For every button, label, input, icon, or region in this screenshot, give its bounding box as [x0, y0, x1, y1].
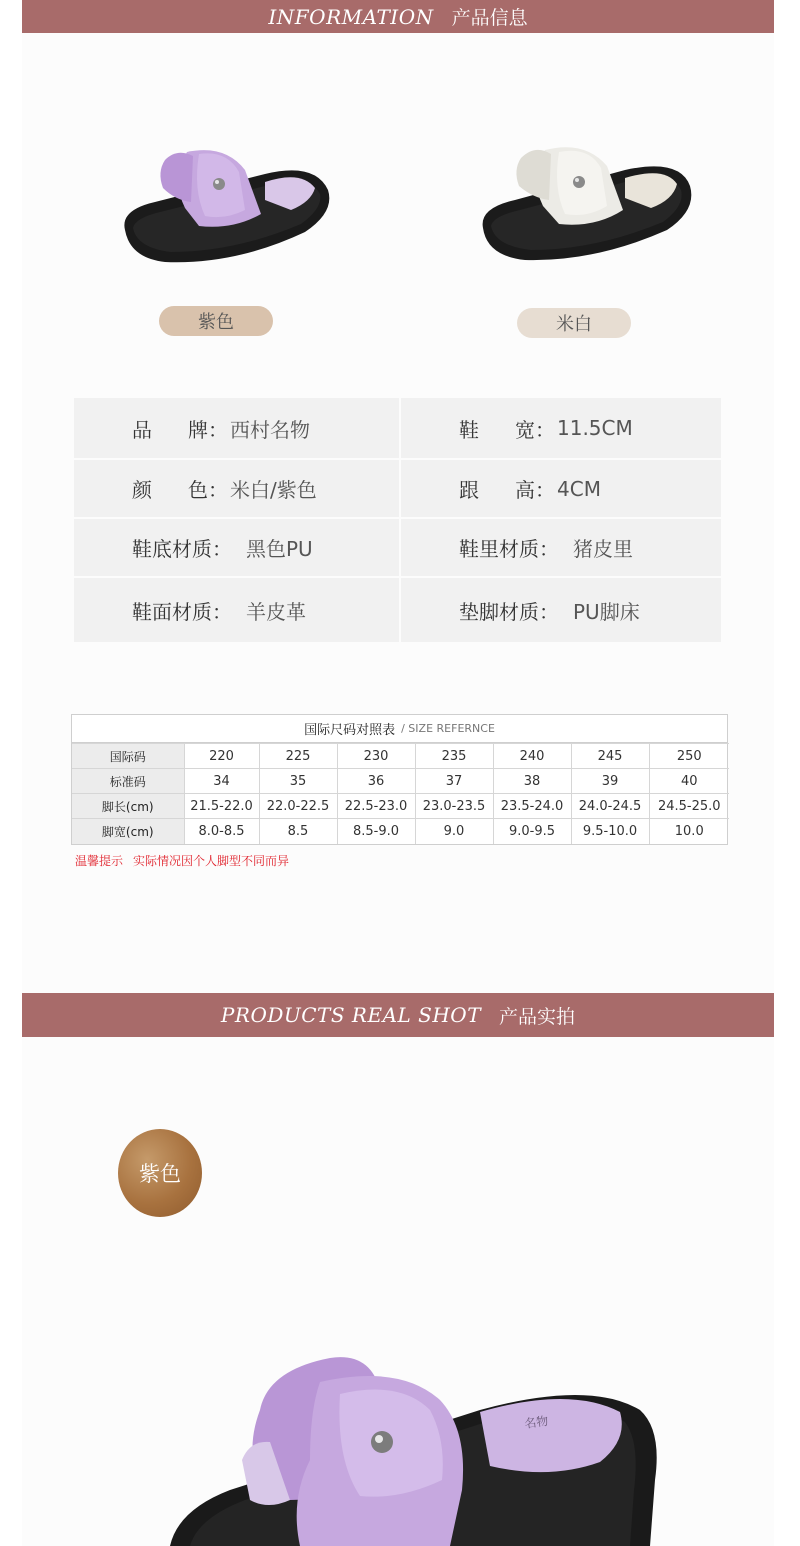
spec-insole-material	[401, 578, 721, 642]
size-cell: 250	[649, 744, 729, 769]
size-chart-caption	[72, 715, 727, 743]
size-cell: 35	[259, 769, 337, 794]
fit-note-label: 温馨提示	[75, 854, 124, 868]
real-shot-color-badge: 紫色	[118, 1129, 202, 1217]
real-shot-banner-zh: 产品实拍	[499, 1005, 576, 1028]
size-cell: 8.5	[259, 819, 337, 844]
size-cell: 230	[337, 744, 415, 769]
real-shot-banner-en: PRODUCTS REAL SHOT	[220, 1003, 482, 1027]
size-cell: 245	[571, 744, 649, 769]
spec-lining-material	[401, 519, 721, 576]
real-shot-purple-sandal-image	[150, 1350, 670, 1546]
size-cell: 38	[493, 769, 571, 794]
spec-value: 11.5CM	[557, 416, 633, 440]
svg-text:名物: 名物	[523, 1413, 550, 1431]
information-banner-en: INFORMATION	[268, 4, 434, 29]
size-cell: 9.0	[415, 819, 493, 844]
spec-key: 鞋面材质：	[132, 599, 232, 624]
spec-key: 垫脚材质：	[459, 599, 559, 624]
spec-value: PU脚床	[573, 599, 640, 624]
size-cell: 9.0-9.5	[493, 819, 571, 844]
size-chart-title: 国际尺码对照表	[304, 723, 396, 738]
information-banner-zh: 产品信息	[451, 7, 528, 29]
spec-value: 黑色PU	[246, 537, 313, 561]
color-label-purple: 紫色	[159, 306, 273, 336]
size-cell: 22.5-23.0	[337, 794, 415, 819]
size-cell: 8.5-9.0	[337, 819, 415, 844]
size-cell: 21.5-22.0	[184, 794, 259, 819]
real-shot-banner	[22, 993, 774, 1037]
purple-slide-sandal-image	[115, 130, 340, 270]
size-cell: 36	[337, 769, 415, 794]
size-cell: 40	[649, 769, 729, 794]
fit-note	[75, 852, 289, 869]
spec-key: 跟 高：	[459, 478, 555, 502]
size-row	[72, 769, 729, 794]
spec-value: 猪皮里	[573, 537, 633, 561]
spec-key: 鞋 宽：	[459, 417, 555, 442]
size-cell: 220	[184, 744, 259, 769]
information-banner	[22, 0, 774, 33]
size-cell: 235	[415, 744, 493, 769]
spec-value: 米白/紫色	[230, 478, 317, 502]
spec-grid	[74, 398, 719, 636]
spec-key: 鞋里材质：	[459, 537, 559, 561]
size-cell: 39	[571, 769, 649, 794]
size-row	[72, 744, 729, 769]
size-cell: 23.5-24.0	[493, 794, 571, 819]
size-cell: 10.0	[649, 819, 729, 844]
spec-width	[401, 398, 721, 458]
size-cell: 34	[184, 769, 259, 794]
spec-key: 鞋底材质：	[132, 537, 232, 561]
size-cell: 22.0-22.5	[259, 794, 337, 819]
size-row-label: 标准码	[72, 769, 184, 794]
fit-note-text: 实际情况因个人脚型不同而异	[133, 854, 290, 868]
size-cell: 23.0-23.5	[415, 794, 493, 819]
size-table	[72, 743, 729, 844]
spec-color	[74, 460, 399, 517]
size-cell: 9.5-10.0	[571, 819, 649, 844]
size-row-label: 脚宽(cm)	[72, 819, 184, 844]
size-row	[72, 794, 729, 819]
spec-value: 羊皮革	[246, 599, 306, 624]
white-slide-sandal-image	[475, 128, 700, 268]
spec-key: 颜 色：	[132, 478, 228, 502]
size-cell: 24.0-24.5	[571, 794, 649, 819]
size-cell: 225	[259, 744, 337, 769]
color-label-white: 米白	[517, 308, 631, 338]
size-chart	[71, 714, 728, 845]
size-cell: 24.5-25.0	[649, 794, 729, 819]
size-cell: 37	[415, 769, 493, 794]
spec-upper-material	[74, 578, 399, 642]
size-cell: 240	[493, 744, 571, 769]
size-cell: 8.0-8.5	[184, 819, 259, 844]
size-chart-subtitle: / SIZE REFERNCE	[401, 722, 495, 735]
spec-sole-material	[74, 519, 399, 576]
spec-key: 品 牌：	[132, 417, 228, 442]
spec-brand	[74, 398, 399, 458]
spec-value: 4CM	[557, 476, 601, 501]
spec-heel-height	[401, 460, 721, 517]
size-row	[72, 819, 729, 844]
size-row-label: 国际码	[72, 744, 184, 769]
size-row-label: 脚长(cm)	[72, 794, 184, 819]
spec-value: 西村名物	[230, 417, 310, 442]
